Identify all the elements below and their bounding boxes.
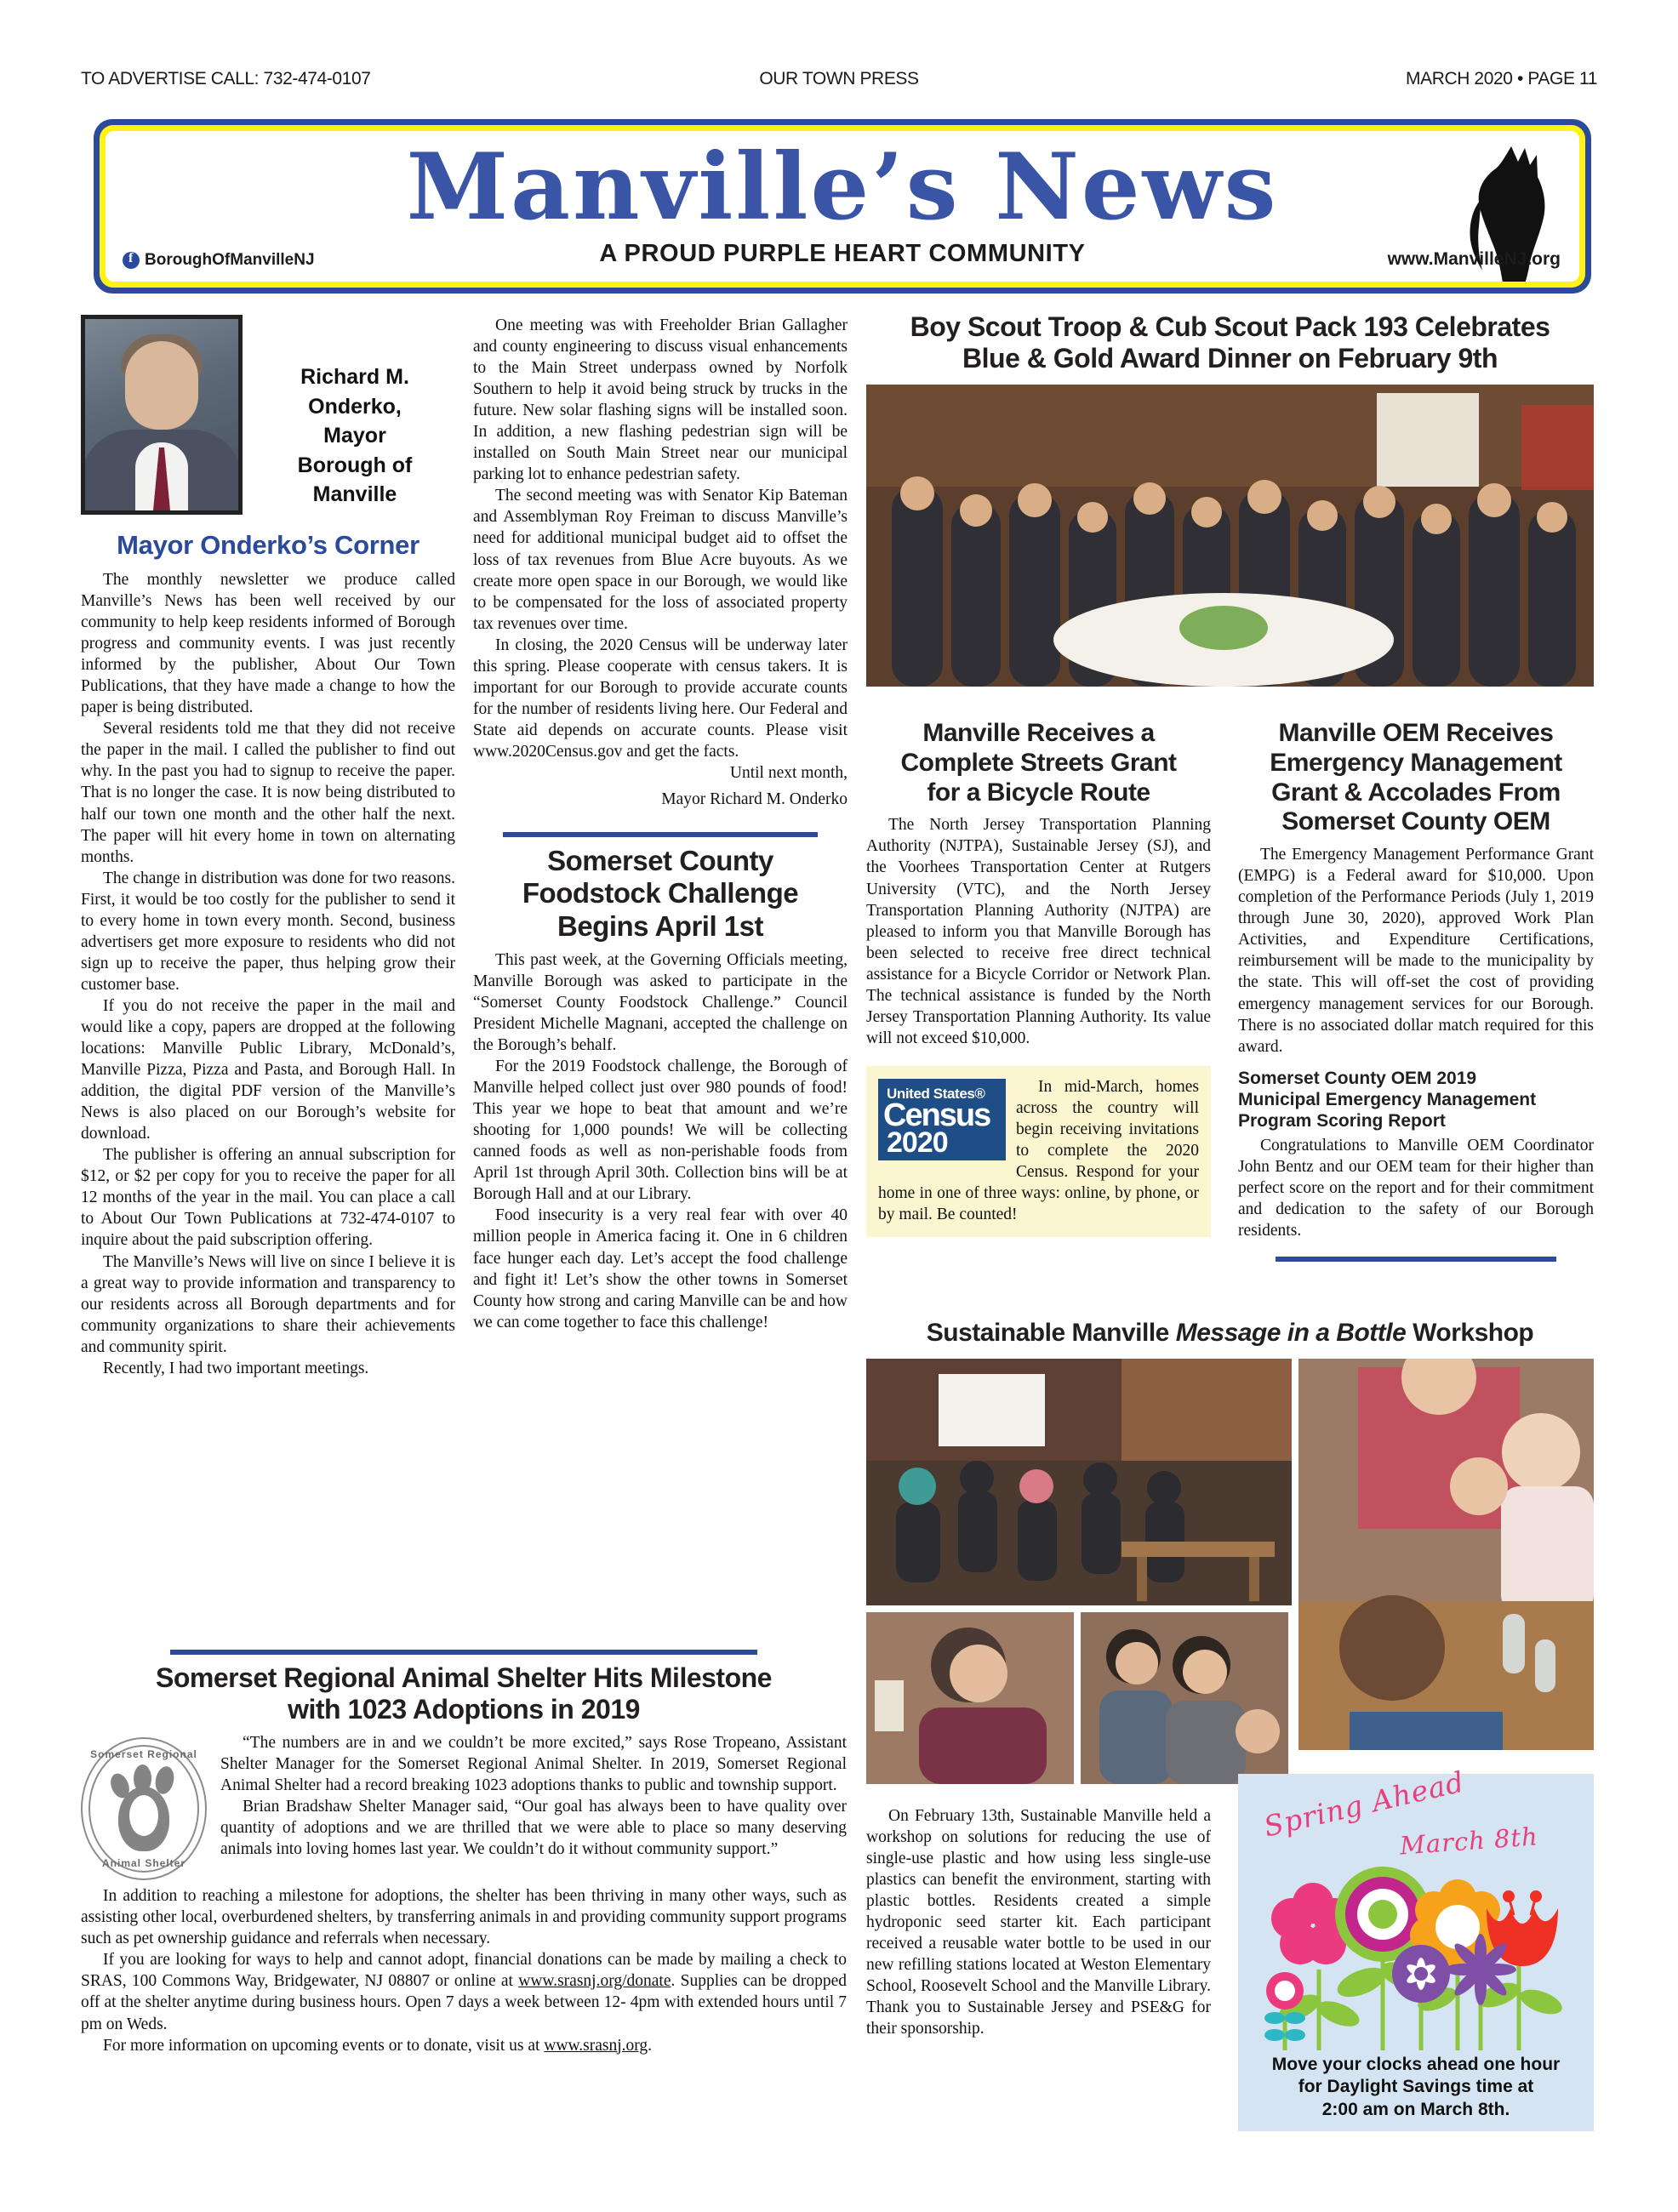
masthead [94, 119, 1591, 294]
masthead-tagline: A PROUD PURPLE HEART COMMUNITY [599, 240, 1086, 267]
section-divider [170, 1650, 757, 1655]
scouts-section [866, 311, 1594, 687]
sustainable-section [866, 1319, 1594, 1784]
sustainable-title-italic: Message in a Bottle [1175, 1319, 1407, 1347]
facebook-handle-label: BoroughOfManvilleNJ [145, 251, 315, 269]
foodstock-title-line-3: Begins April 1st [557, 909, 763, 942]
oem-paragraph: The Emergency Management Performance Grant (EMPG) is a Federal award for $10,000. Upon completion of the Performance Periods (July 1, 2019 through June 30, 2020), approved Work Plan Activities, and Expenditure Certifications, reimbursement will be made to the municipality by the state. This will off-set the cost of providing emergency management services for our Borough. There is no associated dollar match required for this award. [1238, 846, 1594, 1056]
issue-date-page: MARCH 2020 • PAGE 11 [1406, 69, 1597, 88]
facebook-handle[interactable] [123, 251, 315, 270]
mayor-corner-body [81, 569, 455, 1379]
shelter-paragraph: Brian Bradshaw Shelter Manager said, “Our goal has always been to have quality over quantity of adoptions and we are thrilled that we were able to place so many deserving animals into loving homes last year. We couldn’t do it without community support.” [220, 1798, 847, 1859]
spring-ahead-caption [1238, 2054, 1594, 2121]
sustainable-title [866, 1319, 1594, 1348]
foodstock-title-line-2: Foodstock Challenge [522, 877, 799, 909]
mayor-corner-title: Mayor Onderko’s Corner [117, 530, 420, 560]
mayor-portrait-photo [81, 315, 243, 515]
oem-scoring-subhead [1238, 1068, 1594, 1132]
mayor-name-line-4: Borough of [297, 453, 413, 477]
publication-name: OUR TOWN PRESS [759, 69, 919, 88]
mayor-signoff-line-2: Mayor Richard M. Onderko [661, 790, 848, 809]
flowers-illustration [1238, 1833, 1594, 2050]
mayor-paragraph: Recently, I had two important meetings. [103, 1359, 369, 1377]
website-url[interactable]: www.ManvilleNJ.org [1387, 249, 1561, 269]
mayor-signoff-line-1: Until next month, [729, 763, 848, 782]
workshop-kids-photo [1298, 1359, 1594, 1750]
census-logo-united-states: United States® [887, 1085, 985, 1102]
column-middle [473, 315, 848, 1333]
bicycle-title-line-2: Complete Streets Grant [900, 748, 1177, 777]
sustainable-paragraph: On February 13th, Sustainable Manville held a workshop on solutions for reducing the use of single-use plastic and how using less single-use plastics can benefit the environment, starting with plastic bottles. Residents created a simple hydroponic seed starter kit. Each participant received a reusable water bottle to be used in our new refilling stations located at Weston Elementary School, Roosevelt School and the Manville Library. Thank you to Sustainable Jersey and PSE&G for their sponsorship. [866, 1807, 1211, 2038]
column-3 [866, 719, 1211, 1237]
spring-ahead-caption-line-1: Move your clocks ahead one hour [1271, 2054, 1561, 2074]
oem-title-line-2: Emergency Management [1270, 748, 1562, 777]
workshop-kids-illustration [1298, 1359, 1594, 1750]
shelter-section [81, 1638, 847, 2056]
shelter-donate-link[interactable]: www.srasnj.org/donate [518, 1972, 671, 1991]
oem-paragraph: Congratulations to Manville OEM Coordinator John Bentz and our OEM team for their higher than perfect score on the report and for their commitment and dedication to the safety of our Borough residents. [1238, 1137, 1594, 1240]
mayor-paragraph: The second meeting was with Senator Kip Bateman and Assemblyman Roy Freiman to discuss Manville’s need for additional municipal budget aid to offset the loss of tax revenues from Blue Acre buyouts. As we create more open space in our Borough, we would like to be compensated for the loss of associated property tax revenues over time. [473, 487, 848, 633]
bicycle-title-line-3: for a Bicycle Route [927, 778, 1150, 807]
shelter-title-line-1: Somerset Regional Animal Shelter Hits Milestone [156, 1662, 772, 1693]
workshop-audience-photo [866, 1359, 1292, 1605]
scouts-title-line-1: Boy Scout Troop & Cub Scout Pack 193 Celebrates [910, 311, 1550, 342]
workshop-participant-photo-1 [866, 1612, 1074, 1784]
workshop-participant-illustration-1 [866, 1612, 1074, 1784]
oem-body [1238, 844, 1594, 1057]
animal-shelter-logo [81, 1737, 207, 1880]
census-logo-census: Census [883, 1097, 990, 1133]
mayor-paragraph: The monthly newsletter we produce called Manville’s News has been well received by our community to help keep residents informed of Borough progress and community events. I was just recently informed by the publisher, About Our Town Publications, that they have made a change to how the paper is being distributed. [81, 571, 455, 717]
mayor-name-line-1: Richard M. [300, 365, 409, 389]
shelter-paragraph: If you are looking for ways to help and cannot adopt, financial donations can be made by mailing a check to SRAS, 100 Commons Way, Bridgewater, NJ 08807 or online at www.srasnj.org/donate. Supplies can be dropped off at the shelter anytime during business hours. Open 7 days a week between 12- 4pm with extended hours until 7 pm on Weds. [81, 1951, 847, 2033]
mayor-paragraph: The publisher is offering an annual subscription for $12, or $2 per copy for you to receive the paper for all 12 months of the year in the mail. You can place a call to About Our Town Publications at 732-474-0107 to inquire about the paid subscription offering. [81, 1146, 455, 1250]
mayor-paragraph: Several residents told me that they did not receive the paper in the mail. I called the publisher to find out why. In the past you had to signup to receive the paper. That is no longer the case. It is now being distributed to half our town one month and the other half the next. The paper will hit every home in town on alternating months. [81, 720, 455, 866]
sustainable-title-part-1: Sustainable Manville [926, 1319, 1176, 1347]
scouts-photo-illustration [866, 385, 1594, 687]
shelter-paragraph: For more information on upcoming events or to donate, visit us at www.srasnj.org. [103, 2036, 653, 2055]
spring-ahead-script-line-2: March 8th [1399, 1821, 1539, 1861]
bicycle-body [866, 814, 1211, 1049]
advertise-phone: TO ADVERTISE CALL: 732-474-0107 [81, 69, 371, 88]
foodstock-paragraph: Food insecurity is a very real fear with over 40 million people in America facing it. One in 6 children face hunger each day. Let’s accept the food challenge and fight it! Let’s show the other towns in Somerset County how strong and caring Manville can be and how we can come together to face this challenge! [473, 1206, 848, 1331]
mayor-header [81, 315, 455, 520]
shelter-logo-bottom-text: Animal Shelter [101, 1857, 186, 1870]
oem-title-line-1: Manville OEM Receives [1278, 719, 1554, 747]
scouts-group-photo [866, 385, 1594, 687]
top-rail [0, 66, 1678, 92]
shelter-intro-block [81, 1732, 847, 1884]
mayor-name-line-5: Manville [312, 482, 397, 506]
oem-subhead-line-1: Somerset County OEM 2019 [1238, 1068, 1477, 1088]
census-text: In mid-March, homes across the country will begin receiving invitations to complete the 2020 Census. Respond for your home in one of three ways: online, by phone, or by mail. Be counted! [878, 1077, 1199, 1224]
spring-ahead-caption-line-2: for Daylight Savings time at [1298, 2077, 1534, 2097]
mayor-name-line-2: Onderko, [308, 394, 402, 419]
foodstock-paragraph: For the 2019 Foodstock challenge, the Borough of Manville helped collect just over 980 pounds of food! This year we hope to beat that amount and we’re shooting for 1,000 pounds! We will be collecting canned foods as well as non-perishable foods from April 1st through April 30th. Collection bins will be at Borough Hall and at our Library. [473, 1058, 848, 1204]
spring-ahead-ad [1238, 1764, 1594, 2131]
masthead-field [106, 131, 1579, 282]
sustainable-photo-grid [866, 1359, 1594, 1784]
mayor-paragraph: In closing, the 2020 Census will be underway later this spring. Please cooperate with census takers. It is important for our Borough to provide accurate counts for the number of residents living here. Our Federal and State aid depends on accurate counts. Please visit www.2020Census.gov and get the facts. [473, 636, 848, 761]
oem-title [1238, 719, 1594, 837]
shelter-logo-top-text: Somerset Regional [90, 1748, 197, 1761]
census-callout [866, 1066, 1211, 1237]
facebook-icon [123, 252, 140, 269]
bicycle-title-line-1: Manville Receives a [922, 719, 1155, 747]
column-left [81, 315, 455, 1379]
shelter-paragraph: “The numbers are in and we couldn’t be more excited,” says Rose Tropeano, Assistant Shelter Manager for the Somerset Regional Animal Shelter. In 2019, Somerset Regional Animal Shelter had a record breaking 1023 adoptions thanks to public and township support. [220, 1734, 847, 1795]
mayor-corner-continued [473, 315, 848, 810]
foodstock-title-line-1: Somerset County [547, 845, 773, 877]
bicycle-title [866, 719, 1211, 807]
shelter-title-line-2: with 1023 Adoptions in 2019 [288, 1694, 640, 1725]
mayor-name-line-3: Mayor [323, 424, 386, 448]
masthead-yellow-band [100, 125, 1585, 288]
column-4 [1238, 719, 1594, 1269]
mayor-paragraph: One meeting was with Freeholder Brian Gallagher and county engineering to discuss visual enhancements to the Main Street underpass owned by Norfolk Southern to help it avoid being struck by trucks in the future. New solar flashing signs will be installed soon. In addition, a new flashing pedestrian sign will be installed on South Main Street near our municipal parking lot to enhance pedestrian safety. [473, 316, 848, 484]
oem-subhead-line-3: Program Scoring Report [1238, 1111, 1446, 1132]
section-divider [1276, 1257, 1556, 1262]
shelter-body-bottom [81, 1885, 847, 2055]
mayor-paragraph: The Manville’s News will live on since I believe it is a great way to provide information and transparency to our residents across all Borough departments and for community organizations to share their achievements and community spirit. [81, 1252, 455, 1356]
spring-ahead-caption-line-3: 2:00 am on March 8th. [1321, 2099, 1510, 2119]
scouts-title [866, 311, 1594, 374]
oem-title-line-3: Grant & Accolades From [1271, 778, 1561, 807]
census-2020-logo [878, 1079, 1006, 1160]
sustainable-body [866, 1805, 1211, 2040]
workshop-audience-illustration [866, 1359, 1292, 1605]
mayor-paragraph: If you do not receive the paper in the mail and would like a copy, papers are dropped at the following locations: Manville Public Library, McDonald’s, Manville Pizza, Pizza and Pasta, and Borough Hall. In addition, the digital PDF version of the Manville’s News is also placed on our Borough’s website for download. [81, 996, 455, 1143]
workshop-participant-illustration-2 [1081, 1612, 1288, 1784]
scouts-title-line-2: Blue & Gold Award Dinner on February 9th [962, 343, 1498, 374]
bicycle-paragraph: The North Jersey Transportation Planning Authority (NJTPA), Sustainable Jersey (SJ), and the Voorhees Transportation Center at Rutgers University (VTC), and the North Jersey Transportation Planning Authority (NJTPA) are pleased to inform you that Manville Borough has been selected to receive free direct technical assistance for a Bicycle Corridor or Network Plan. The technical assistance is funded by the North Jersey Transportation Planning Authority. Its value will not exceed $10,000. [866, 816, 1211, 1047]
foodstock-body [473, 949, 848, 1333]
section-divider [503, 832, 818, 837]
sustainable-text-block [866, 1805, 1211, 2040]
shelter-paragraph: In addition to reaching a milestone for adoptions, the shelter has been thriving in many other ways, such as assisting other local, overburdened shelters, by transferring animals in and providing community support programs such as pet ownership guidance and referrals when necessary. [81, 1887, 847, 1948]
shelter-title [81, 1662, 847, 1725]
census-logo-year: 2020 [887, 1126, 948, 1159]
spring-ahead-script-line-1: Spring Ahead [1260, 1764, 1468, 1844]
foodstock-title [473, 845, 848, 943]
oem-title-line-4: Somerset County OEM [1281, 807, 1550, 836]
masthead-title: Manville’s News [406, 134, 1279, 241]
foodstock-paragraph: This past week, at the Governing Officials meeting, Manville Borough was asked to participate in the “Somerset County Foodstock Challenge.” Council President Michelle Magnani, accepted the challenge on the Borough’s behalf. [473, 950, 848, 1055]
oem-closing-body [1238, 1135, 1594, 1241]
oem-subhead-line-2: Municipal Emergency Management [1238, 1089, 1537, 1109]
sustainable-title-part-2: Workshop [1406, 1319, 1534, 1347]
workshop-participant-photo-2 [1081, 1612, 1288, 1784]
shelter-website-link[interactable]: www.srasnj.org [544, 2036, 648, 2055]
mayor-paragraph: The change in distribution was done for two reasons. First, it would be too costly for the publisher to send it to every home in town every month. Second, business advertisers get more exposure to residents who did not sign up to receive the paper, thus helping grow their customer base. [81, 869, 455, 994]
